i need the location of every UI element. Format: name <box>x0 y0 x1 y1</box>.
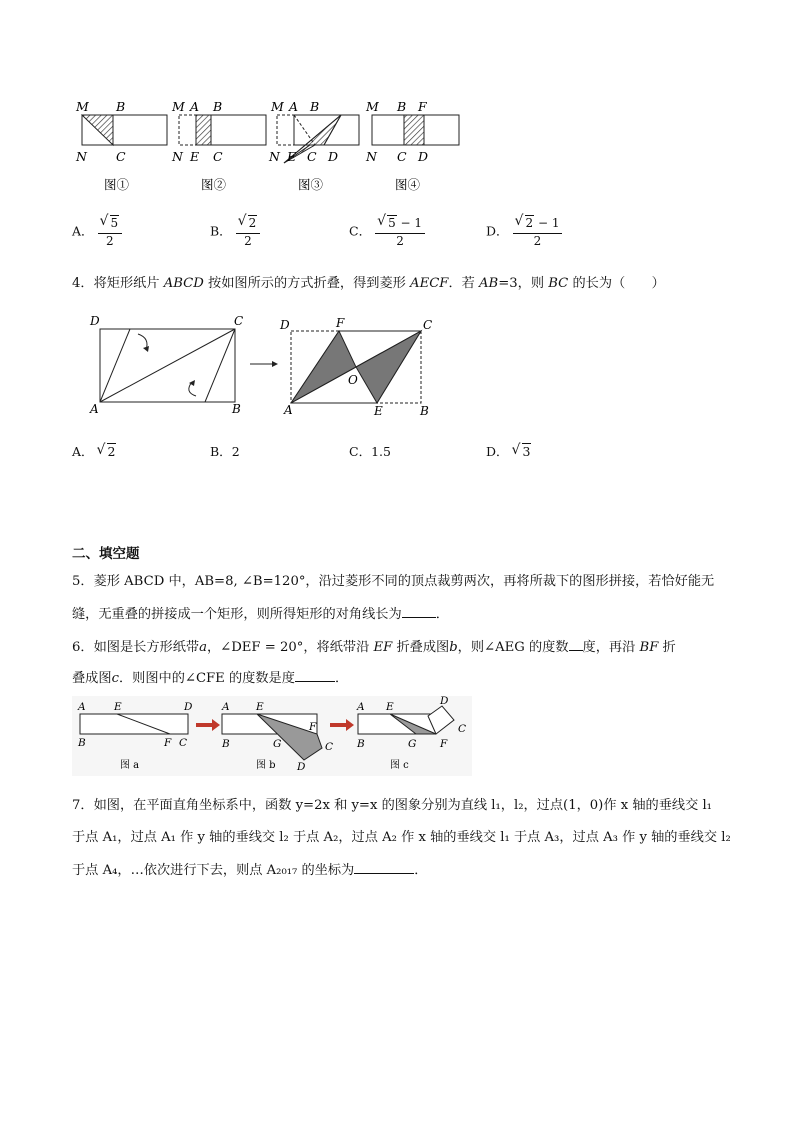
svg-text:B: B <box>310 99 320 114</box>
fold-figure-1 <box>75 99 167 192</box>
q5-line2: 缝，无重叠的拼接成一个矩形，则所得矩形的对角线长为 ． <box>72 607 449 622</box>
svg-text:F: F <box>336 316 345 330</box>
svg-text:E: E <box>114 701 122 713</box>
svg-text:D: D <box>418 149 429 164</box>
q7-line3: 于点 A₄，…依次进行下去，则点 A₂₀₁₇ 的坐标为 ． <box>72 863 428 878</box>
svg-text:M: M <box>271 99 284 114</box>
label-C: C <box>116 149 126 164</box>
q7-line2: 于点 A₁，过点 A₁ 作 y 轴的垂线交 l₂ 于点 A₂，过点 A₂ 作 x 轴的垂线交 l₁ 于点 A₃，过点 A₃ 作 y 轴的垂线交 l₂ <box>72 830 731 845</box>
svg-text:B: B <box>232 402 241 416</box>
fold-figure-2 <box>171 99 266 192</box>
svg-text:B: B <box>78 737 86 749</box>
svg-text:D: D <box>297 761 306 773</box>
svg-text:G: G <box>408 738 417 750</box>
q6-figure <box>72 696 472 776</box>
svg-text:B: B <box>397 99 407 114</box>
q5-answer-blank[interactable] <box>402 605 436 618</box>
svg-text:D: D <box>184 701 193 713</box>
q6-answer-blank-2[interactable] <box>295 669 335 682</box>
q4-option-b[interactable]: B．2 <box>210 444 240 459</box>
svg-text:A: A <box>90 402 99 416</box>
fig4-caption: 图④ <box>395 177 421 192</box>
q4-question: 4．将矩形纸片 ABCD 按如图所示的方式折叠，得到菱形 AECF．若 AB=3，则 BC 的长为（ ） <box>72 276 665 291</box>
svg-text:C: C <box>213 149 223 164</box>
svg-text:A: A <box>78 701 86 713</box>
svg-text:B: B <box>420 404 429 418</box>
svg-text:B: B <box>357 738 365 750</box>
svg-text:A: A <box>190 99 200 114</box>
svg-text:M: M <box>366 99 379 114</box>
svg-text:图 c: 图 c <box>390 760 409 771</box>
svg-text:E: E <box>374 404 383 418</box>
label-B: B <box>116 99 126 114</box>
q3-option-b[interactable]: B． √ $\frac{2}{2}$ <box>210 215 260 249</box>
svg-text:B: B <box>213 99 223 114</box>
q3-option-c[interactable]: C． √ $\frac{5 - 1}{2}$ <box>349 215 425 249</box>
q7-answer-blank[interactable] <box>354 861 414 874</box>
fold-figure-3 <box>268 99 359 192</box>
q3-figures <box>70 95 470 200</box>
svg-text:D: D <box>280 318 290 332</box>
svg-text:E: E <box>287 149 297 164</box>
label-M: M <box>76 99 89 114</box>
q4-option-a[interactable]: A． √ 2 <box>72 442 116 460</box>
q5-line1: 5．菱形 ABCD 中，AB=8, ∠B=120°，沿过菱形不同的顶点裁剪两次，再将所裁下的图形拼接，若恰好能无 <box>72 574 715 589</box>
svg-text:E: E <box>386 701 394 713</box>
q6-line2: 叠成图c．则图中的∠CFE 的度数是度 ． <box>72 671 349 686</box>
q3-option-a[interactable]: A． √ $\frac{5}{2}$ <box>72 215 122 249</box>
svg-text:C: C <box>423 318 433 332</box>
q4-figure <box>80 312 450 422</box>
svg-text:A: A <box>222 701 230 713</box>
svg-text:M: M <box>172 99 185 114</box>
svg-text:B: B <box>222 738 230 750</box>
svg-text:N: N <box>269 149 280 164</box>
q4-option-d[interactable]: D． √ 3 <box>486 442 531 460</box>
q3-option-d[interactable]: D． √ $\frac{2 - 1}{2}$ <box>486 215 562 249</box>
q6-answer-blank-1[interactable] <box>569 638 583 651</box>
svg-text:C: C <box>307 149 317 164</box>
svg-text:图 b: 图 b <box>256 760 276 771</box>
svg-text:F: F <box>164 737 172 749</box>
svg-text:D: D <box>90 314 100 328</box>
svg-text:F: F <box>440 738 448 750</box>
svg-text:F: F <box>309 721 317 733</box>
svg-text:C: C <box>234 314 244 328</box>
svg-text:N: N <box>366 149 377 164</box>
section-title: 二、填空题 <box>72 546 140 562</box>
svg-text:E: E <box>256 701 264 713</box>
svg-text:C: C <box>458 723 467 735</box>
svg-text:O: O <box>348 373 358 387</box>
svg-text:D: D <box>440 696 449 707</box>
svg-text:F: F <box>418 99 427 114</box>
fig1-caption: 图① <box>104 177 130 192</box>
fold-figure-4 <box>365 99 459 192</box>
q7-line1: 7．如图，在平面直角坐标系中，函数 y=2x 和 y=x 的图象分别为直线 l₁，l₂，过点(1，0)作 x 轴的垂线交 l₁ <box>72 798 712 813</box>
svg-text:A: A <box>357 701 365 713</box>
svg-text:A: A <box>289 99 299 114</box>
svg-text:G: G <box>273 738 282 750</box>
q4-option-c[interactable]: C．1.5 <box>349 444 391 459</box>
svg-text:N: N <box>172 149 183 164</box>
fig3-caption: 图③ <box>298 177 324 192</box>
svg-text:A: A <box>284 403 293 417</box>
label-N: N <box>76 149 87 164</box>
svg-text:图 a: 图 a <box>120 760 140 771</box>
q6-line1: 6．如图是长方形纸带a，∠DEF = 20°，将纸带沿 EF 折叠成图b，则∠AEG 的度数 度，再沿 BF 折 <box>72 640 676 655</box>
svg-text:C: C <box>397 149 407 164</box>
svg-text:D: D <box>328 149 339 164</box>
svg-text:E: E <box>190 149 200 164</box>
svg-text:C: C <box>325 741 334 753</box>
svg-text:C: C <box>179 737 188 749</box>
fig2-caption: 图② <box>201 177 227 192</box>
